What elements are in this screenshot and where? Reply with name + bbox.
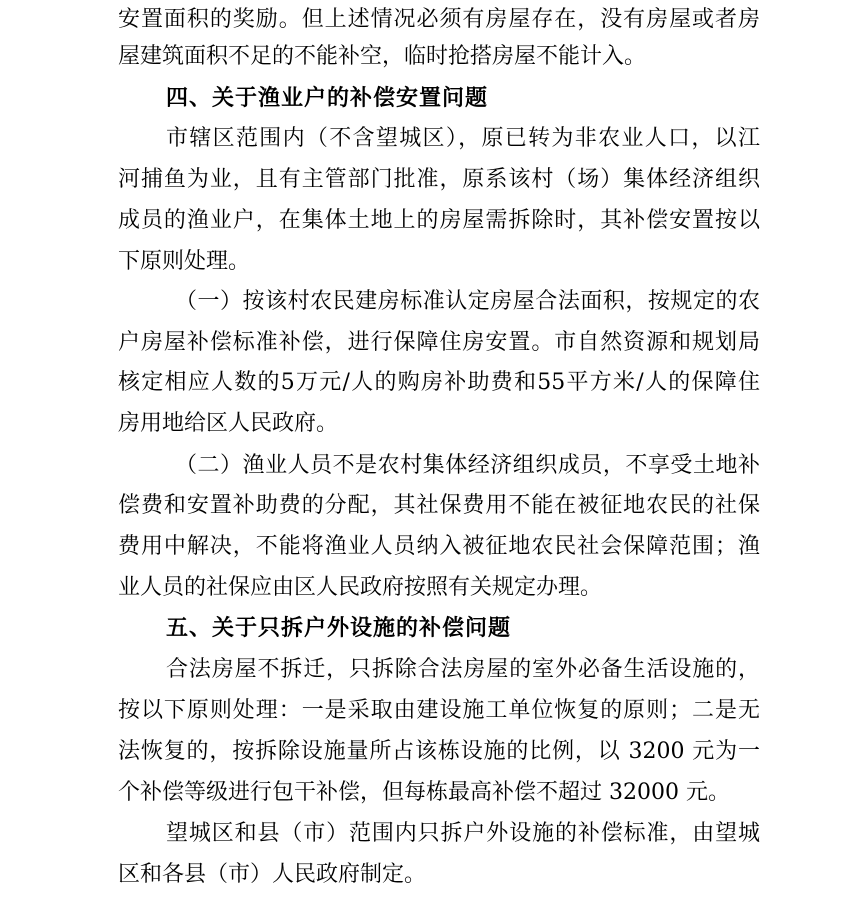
body-text-line: 安置面积的奖励。但上述情况必须有房屋存在，没有房屋或者房 — [118, 7, 760, 32]
body-text-line: 户房屋补偿标准补偿，进行保障住房安置。市自然资源和规划局 — [118, 330, 760, 355]
body-text-line: 望城区和县（市）范围内只拆户外设施的补偿标准，由望城 — [166, 821, 760, 846]
body-text-line: 按以下原则处理：一是采取由建设施工单位恢复的原则；二是无 — [118, 698, 760, 723]
section-heading-outdoor-facilities: 五、关于只拆户外设施的补偿问题 — [166, 616, 512, 641]
body-text-line: 河捕鱼为业，且有主管部门批准，原系该村（场）集体经济组织 — [118, 167, 760, 192]
body-text-line: 核定相应人数的5万元/人的购房补助费和55平方米/人的保障住 — [118, 370, 760, 395]
body-text-line: （二）渔业人员不是农村集体经济组织成员，不享受土地补 — [175, 453, 760, 478]
body-text-line: 个补偿等级进行包干补偿，但每栋最高补偿不超过 32000 元。 — [118, 780, 730, 805]
body-text-line: 市辖区范围内（不含望城区），原已转为非农业人口，以江 — [166, 126, 760, 151]
body-text-line: 业人员的社保应由区人民政府按照有关规定办理。 — [118, 575, 603, 600]
body-text-line: 偿费和安置补助费的分配，其社保费用不能在被征地农民的社保 — [118, 493, 760, 518]
body-text-line: 成员的渔业户，在集体土地上的房屋需拆除时，其补偿安置按以 — [118, 208, 760, 233]
body-text-line: 区和各县（市）人民政府制定。 — [118, 862, 427, 887]
body-text-line: 下原则处理。 — [118, 249, 251, 274]
section-heading-fishery: 四、关于渔业户的补偿安置问题 — [166, 86, 489, 111]
body-text-line: 房用地给区人民政府。 — [118, 411, 339, 436]
body-text-line: （一）按该村农民建房标准认定房屋合法面积，按规定的农 — [175, 289, 760, 314]
body-text-line: 屋建筑面积不足的不能补空，临时抢搭房屋不能计入。 — [118, 44, 647, 69]
body-text-line: 法恢复的，按拆除设施量所占该栋设施的比例，以 3200 元为一 — [118, 739, 760, 764]
body-text-line: 合法房屋不拆迁，只拆除合法房屋的室外必备生活设施的， — [166, 657, 760, 682]
body-text-line: 费用中解决，不能将渔业人员纳入被征地农民社会保障范围；渔 — [118, 534, 760, 559]
